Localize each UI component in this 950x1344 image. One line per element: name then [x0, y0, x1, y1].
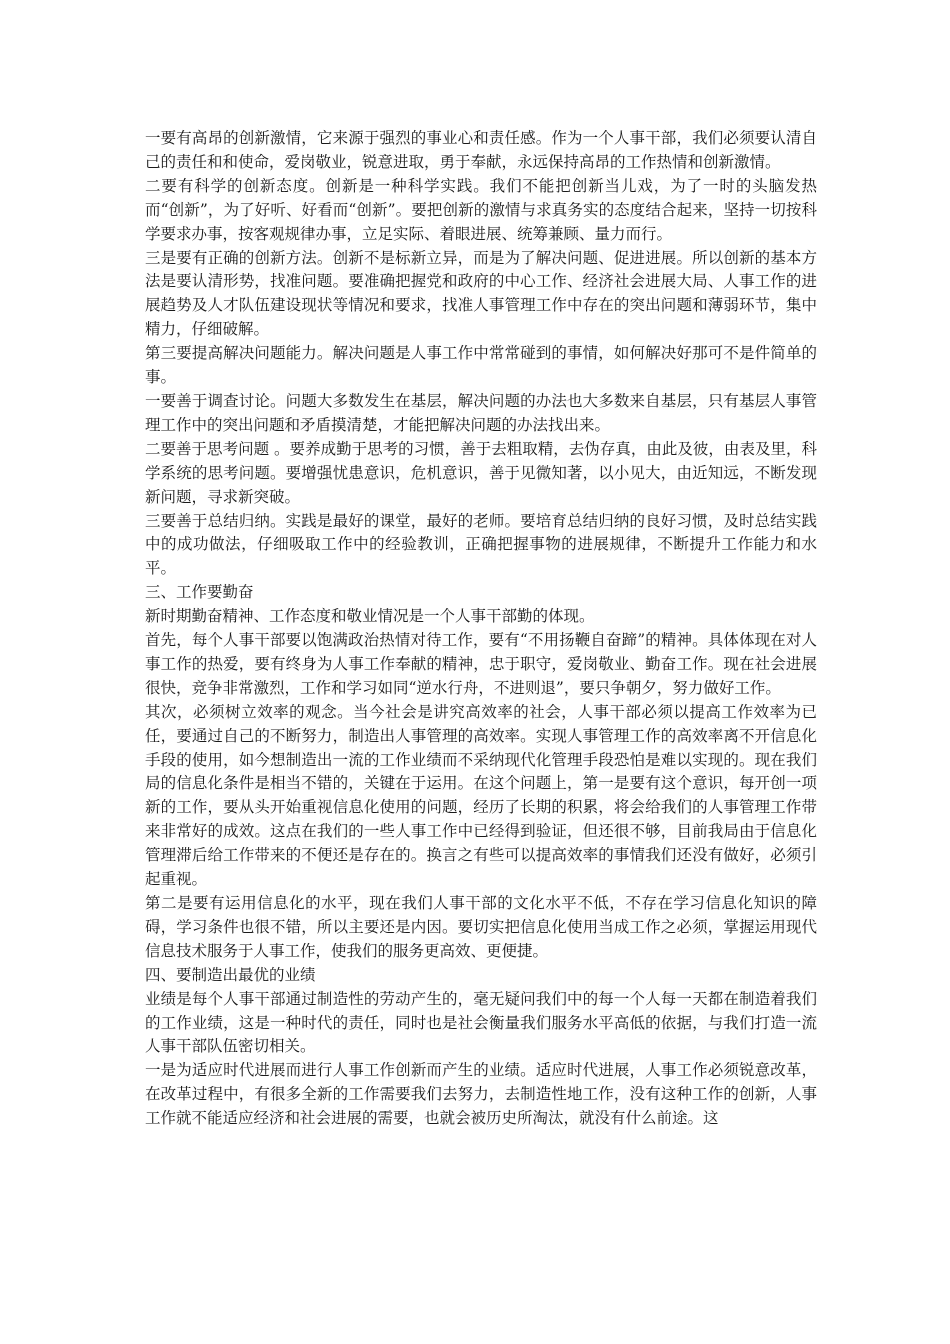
paragraph: 二要善于思考问题 。要养成勤于思考的习惯，善于去粗取精，去伪存真，由此及彼，由表及里，科学系统的思考问题。要增强忧患意识，危机意识，善于见微知著，以小见大，由近知远，不断发现新问题，寻求新突破。	[145, 439, 817, 506]
paragraph: 一要有高昂的创新激情，它来源于强烈的事业心和责任感。作为一个人事干部，我们必须要认清自己的责任和和使命，爱岗敬业，锐意进取，勇于奉献，永远保持高昂的工作热情和创新激情。	[145, 129, 817, 171]
paragraph: 一要善于调查讨论。问题大多数发生在基层，解决问题的办法也大多数来自基层，只有基层人事管理工作中的突出问题和矛盾摸清楚，才能把解决问题的办法找出来。	[145, 391, 817, 434]
paragraph: 首先，每个人事干部要以饱满政治热情对待工作，要有“不用扬鞭自奋蹄”的精神。具体体现在对人事工作的热爱，要有终身为人事工作奉献的精神，忠于职守，爱岗敬业、勤奋工作。现在社会进展很快，竞争非常激烈，工作和学习如同“逆水行舟，不进则退”，要只争朝夕，努力做好工作。	[145, 631, 817, 697]
document-body	[145, 127, 817, 1131]
section-heading: 四、要制造出最优的业绩	[145, 965, 316, 984]
paragraph: 三要善于总结归纳。实践是最好的课堂，最好的老师。要培育总结归纳的良好习惯，及时总结实践中的成功做法，仔细吸取工作中的经验教训，正确把握事物的进展规律，不断提升工作能力和水平。	[145, 511, 817, 578]
section-heading: 三、工作要勤奋	[145, 583, 254, 602]
paragraph: 其次，必须树立效率的观念。当今社会是讲究高效率的社会，人事干部必须以提高工作效率为已任，要通过自己的不断努力，制造出人事管理的高效率。实现人事管理工作的高效率离不开信息化手段的使用，如今想制造出一流的工作业绩而不采纳现代化管理手段恐怕是难以实现的。现在我们局的信息化条件是相当不错的，关键在于运用。在这个问题上，第一是要有这个意识，每开创一项新的工作，要从头开始重视信息化使用的问题，经历了长期的积累，将会给我们的人事管理工作带来非常好的成效。这点在我们的一些人事工作中已经得到验证，但还很不够，目前我局由于信息化管理滞后给工作带来的不便还是存在的。换言之有些可以提高效率的事情我们还没有做好，必须引起重视。	[145, 702, 817, 889]
paragraph: 第二是要有运用信息化的水平，现在我们人事干部的文化水平不低，不存在学习信息化知识的障碍，学习条件也很不错，所以主要还是内因。要切实把信息化使用当成工作之必须，掌握运用现代信息技术服务于人事工作，使我们的服务更高效、更便捷。	[145, 894, 817, 960]
paragraph: 新时期勤奋精神、工作态度和敬业情况是一个人事干部勤的体现。	[145, 607, 595, 626]
paragraph: 业绩是每个人事干部通过制造性的劳动产生的，毫无疑问我们中的每一个人每一天都在制造着我们的工作业绩，这是一种时代的责任，同时也是社会衡量我们服务水平高低的依据，与我们打造一流人事干部队伍密切相关。	[145, 989, 817, 1056]
paragraph: 二要有科学的创新态度。创新是一种科学实践。我们不能把创新当儿戏，为了一时的头脑发热而“创新”，为了好听、好看而“创新”。要把创新的激情与求真务实的态度结合起来，坚持一切按科学要求办事，按客观规律办事，立足实际、着眼进展、统筹兼顾、量力而行。	[145, 176, 817, 243]
paragraph: 一是为适应时代进展而进行人事工作创新而产生的业绩。适应时代进展，人事工作必须锐意改革，在改革过程中，有很多全新的工作需要我们去努力，去制造性地工作，没有这种工作的创新，人事工作就不能适应经济和社会进展的需要，也就会被历史所淘汰，就没有什么前途。这	[145, 1061, 817, 1128]
paragraph: 第三要提高解决问题能力。解决问题是人事工作中常常碰到的事情，如何解决好那可不是件简单的事。	[145, 344, 817, 387]
paragraph: 三是要有正确的创新方法。创新不是标新立异，而是为了解决问题、促进进展。所以创新的基本方法是要认清形势，找准问题。要准确把握党和政府的中心工作、经济社会进展大局、人事工作的进展趋势及人才队伍建设现状等情况和要求，找准人事管理工作中存在的突出问题和薄弱环节，集中精力，仔细破解。	[145, 248, 817, 339]
